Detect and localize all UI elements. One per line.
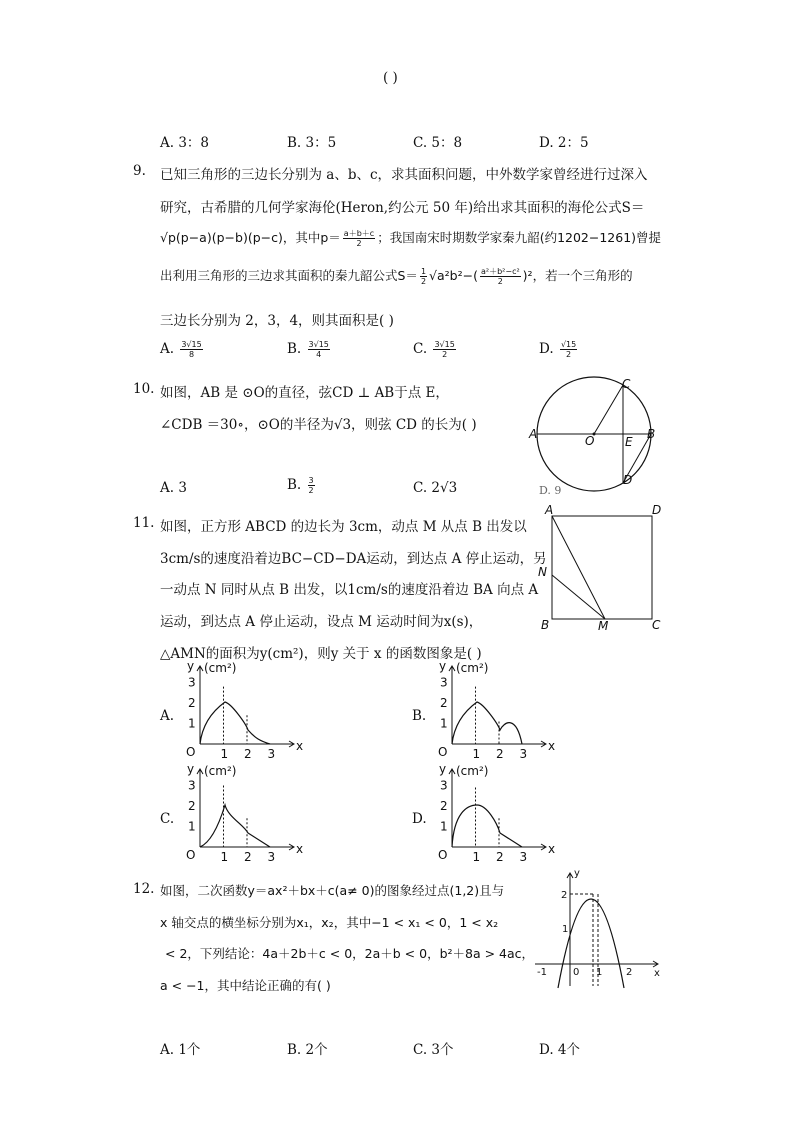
q10-option-a[interactable]: A. 3: [160, 480, 187, 496]
q11-option-c-label[interactable]: C.: [160, 811, 175, 827]
x-tick: 2: [496, 850, 504, 864]
y-tick: 1: [440, 819, 448, 834]
q11-option-a-label[interactable]: A.: [160, 708, 175, 724]
x-tick: 1: [220, 850, 229, 864]
q9-text: ，其中p＝: [282, 230, 341, 245]
radius-oc: [594, 385, 623, 434]
frac-num: 3√15: [434, 340, 455, 349]
answer-paren: ( ): [383, 70, 398, 86]
q12-option-b[interactable]: B. 2个: [287, 1042, 328, 1058]
q11-number: 11.: [133, 515, 155, 531]
q12-option-a[interactable]: A. 1个: [160, 1042, 201, 1058]
y-label: y: [187, 762, 195, 776]
opt-fraction: [433, 340, 455, 359]
q11-graph-c[interactable]: [182, 763, 302, 867]
y-label: y: [439, 659, 447, 673]
q12-line-2: x 轴交点的横坐标分别为x₁，x₂，其中−1 < x₁ < 0，1 < x₂: [160, 915, 499, 930]
y-label: y: [187, 659, 195, 673]
q9-text: 出利用三角形的三边求其面积的秦九韶公式S＝: [160, 268, 418, 283]
q8-option-c[interactable]: C. 5：8: [413, 135, 463, 151]
q9-text: ；我国南宋时期数学家秦九韶(约1202−1261)曾提: [377, 230, 662, 245]
q10-option-c[interactable]: C. 2√3: [413, 480, 458, 496]
x-tick: 1: [472, 747, 481, 761]
p-fraction: [343, 229, 375, 248]
x-tick: 3: [519, 850, 528, 864]
q9-line-3: [160, 228, 661, 248]
origin-label: O: [186, 745, 196, 759]
q12-number: 12.: [133, 881, 155, 897]
opt-fraction: [308, 476, 315, 495]
opt-label: D.: [539, 341, 554, 357]
tick-2: 2: [561, 890, 568, 901]
frac-den: 2: [420, 277, 427, 286]
q10-line-1: 如图，AB 是 ⊙O的直径，弦CD ⊥ AB于点 E，: [160, 385, 449, 401]
q10-option-b[interactable]: [287, 476, 317, 495]
y-tick: 3: [188, 675, 196, 690]
x-tick: 2: [496, 747, 504, 761]
qin-radical: √a²b²−(: [429, 268, 478, 283]
label-d: D: [652, 503, 662, 517]
q8-option-a[interactable]: A. 3：8: [160, 135, 210, 151]
x-tick: 1: [220, 747, 229, 761]
x-label: x: [296, 739, 304, 753]
q11-line-3: 一动点 N 同时从点 B 出发，以1cm/s的速度沿着边 BA 向点 A: [160, 582, 539, 598]
q9-option-c[interactable]: [413, 340, 458, 359]
half-fraction: [420, 267, 427, 286]
q12-line-1: 如图，二次函数y＝ax²＋bx＋c(a≠ 0)的图象经过点(1,2)且与: [160, 883, 505, 898]
x-tick: 2: [244, 747, 252, 761]
x-label: x: [548, 842, 556, 856]
frac-den: 2: [497, 277, 503, 286]
q12-option-c[interactable]: C. 3个: [413, 1042, 454, 1058]
unit-label: (cm²): [456, 764, 489, 778]
origin-label: O: [438, 745, 448, 759]
frac-num: a²＋b²−c²: [480, 267, 520, 276]
q9-option-d[interactable]: [539, 340, 579, 359]
frac-num: 3√15: [181, 340, 202, 349]
q10-option-d[interactable]: D. 9: [539, 484, 562, 497]
unit-label: (cm²): [204, 661, 237, 675]
q12-line-3: < 2，下列结论：4a＋2b＋c < 0，2a＋b < 0，b²＋8a > 4ac，: [165, 946, 535, 961]
y-tick: 3: [188, 778, 196, 793]
frac-num: 3√15: [308, 340, 329, 349]
function-curve: [200, 702, 270, 744]
function-curve: [200, 805, 270, 847]
q9-text: )²: [522, 268, 533, 283]
q11-graph-d[interactable]: [434, 763, 554, 867]
y-tick: 3: [440, 675, 448, 690]
frac-num: 3: [308, 476, 314, 485]
q9-text: ，若一个三角形的: [532, 268, 633, 283]
frac-den: 2: [308, 486, 314, 495]
q9-option-b[interactable]: [287, 340, 332, 359]
label-m: M: [598, 619, 609, 633]
segment-am: [552, 516, 605, 619]
opt-label: A.: [160, 341, 175, 357]
x-tick: 1: [472, 850, 481, 864]
frac-den: 2: [566, 350, 572, 359]
q9-line-1: 已知三角形的三边长分别为 a、b、c，求其面积问题，中外数学家曾经进行过深入: [160, 167, 648, 183]
q8-option-b[interactable]: B. 3：5: [287, 135, 337, 151]
tick-x1: 1: [596, 967, 603, 978]
opt-label: C.: [413, 341, 428, 357]
q11-line-4: 运动，到达点 A 停止运动，设点 M 运动时间为x(s)，: [160, 614, 483, 630]
q11-graph-b[interactable]: [434, 660, 554, 764]
y-label: y: [439, 762, 447, 776]
q11-line-1: 如图，正方形 ABCD 的边长为 3cm，动点 M 从点 B 出发以: [160, 519, 527, 535]
circle-figure: [528, 372, 663, 497]
opt-label: B.: [287, 477, 302, 493]
q8-option-d[interactable]: D. 2：5: [539, 135, 589, 151]
y-tick: 3: [440, 778, 448, 793]
label-o: O: [585, 434, 595, 448]
label-d: D: [623, 473, 633, 487]
label-x: x: [654, 968, 660, 979]
y-tick: 1: [188, 819, 196, 834]
y-tick: 1: [440, 716, 448, 731]
frac-num: 1: [420, 267, 427, 276]
label-a: A: [529, 427, 538, 441]
q11-line-2: 3cm/s的速度沿着边BC−CD−DA运动，到达点 A 停止运动，另: [160, 551, 547, 567]
q9-line-2: 研究，古希腊的几何学家海伦(Heron,约公元 50 年)给出求其面积的海伦公式S＝: [160, 200, 645, 216]
q9-option-a[interactable]: [160, 340, 205, 359]
label-c: C: [652, 618, 661, 632]
label-b: B: [647, 427, 656, 441]
x-tick: 3: [267, 747, 276, 761]
heron-radical: √p(p−a)(p−b)(p−c): [160, 230, 283, 245]
q11-option-d-label[interactable]: D.: [412, 811, 427, 827]
y-tick: 2: [440, 696, 448, 710]
q9-number: 9.: [133, 163, 146, 179]
x-tick: 3: [267, 850, 276, 864]
origin-label: O: [438, 848, 448, 862]
x-tick: 3: [519, 747, 528, 761]
unit-label: (cm²): [456, 661, 489, 675]
opt-fraction: [180, 340, 202, 359]
opt-label: B.: [287, 341, 302, 357]
y-tick: 2: [188, 799, 196, 813]
square-abcd: [552, 516, 652, 619]
tick-neg1: -1: [537, 967, 547, 978]
x-tick: 2: [244, 850, 252, 864]
label-b: B: [541, 618, 550, 632]
opt-fraction: [308, 340, 330, 359]
y-tick: 2: [188, 696, 196, 710]
q11-option-b-label[interactable]: B.: [412, 708, 427, 724]
y-tick: 2: [440, 799, 448, 813]
tick-x2: 2: [626, 967, 633, 978]
qin-fraction: [480, 267, 521, 286]
opt-fraction: [560, 340, 577, 359]
function-curve: [452, 805, 522, 847]
q11-graph-a[interactable]: [182, 660, 302, 764]
frac-num: √15: [560, 340, 577, 349]
x-label: x: [548, 739, 556, 753]
frac-num: a＋b＋c: [343, 229, 375, 238]
label-a: A: [545, 503, 554, 517]
q9-line-5: 三边长分别为 2，3，4，则其面积是( ): [160, 313, 394, 329]
q12-line-4: a < −1，其中结论正确的有( ): [160, 978, 331, 993]
q10-line-2: ∠CDB ＝30∘，⊙O的半径为√3，则弦 CD 的长为( ): [160, 417, 477, 433]
square-figure: [535, 503, 667, 633]
label-c: C: [622, 377, 631, 391]
segment-nm: [552, 575, 605, 619]
frac-den: 8: [188, 350, 195, 359]
q11-line-5: △AMN的面积为y(cm²)，则y 关于 x 的函数图象是( ): [160, 646, 482, 662]
frac-den: 4: [316, 350, 322, 359]
origin-label: O: [186, 848, 196, 862]
parabola-figure: [530, 868, 665, 993]
q12-option-d[interactable]: D. 4个: [539, 1042, 581, 1058]
x-label: x: [296, 842, 304, 856]
parabola-curve: [558, 899, 624, 988]
label-e: E: [625, 435, 633, 449]
y-tick: 1: [188, 716, 196, 731]
q10-number: 10.: [133, 381, 155, 397]
unit-label: (cm²): [204, 764, 237, 778]
label-y: y: [574, 868, 580, 879]
frac-den: 2: [442, 350, 448, 359]
tick-0: 0: [573, 967, 580, 978]
tick-1: 1: [562, 924, 569, 935]
label-n: N: [538, 565, 547, 579]
function-curve: [452, 702, 522, 744]
q9-line-4: [160, 266, 633, 286]
frac-den: 2: [356, 239, 362, 248]
